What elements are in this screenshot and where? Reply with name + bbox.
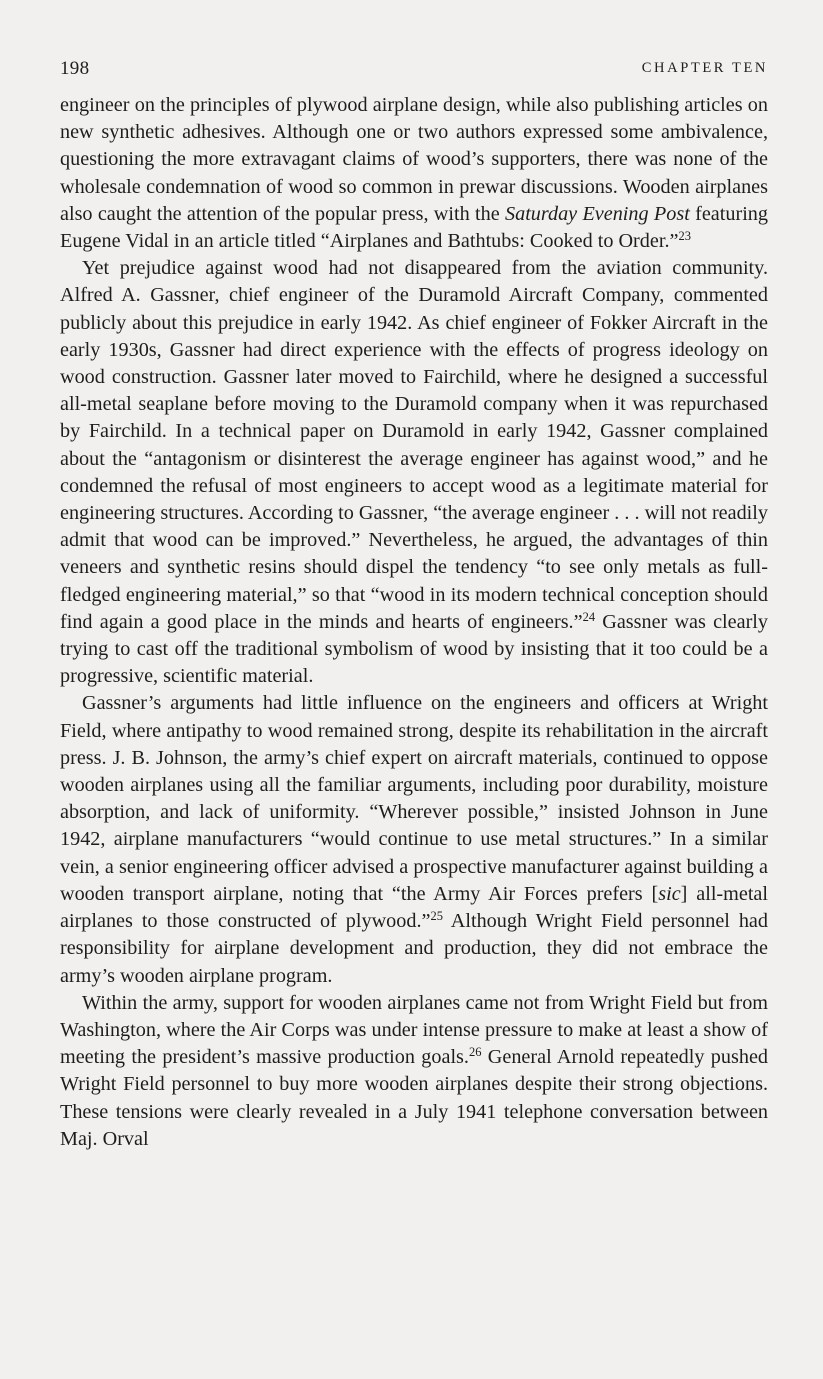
paragraph-text: ] all-metal airplanes to those constructed of plywood.”: [60, 882, 769, 933]
italic-term: sic: [658, 882, 681, 905]
chapter-title: CHAPTER TEN: [641, 60, 768, 76]
paragraph-text: engineer on the principles of plywood airplane design, while also publishing articles on new synthetic adhesives. Although one or two authors expressed some ambivalence, questioning the more extravagant claims of wood’s supporters, there was none of the wholesale condemnation of wood so common in prewar discussions. Wooden airplanes also caught the attention of the popular press, with the: [60, 94, 768, 225]
paragraph: [60, 990, 768, 1153]
footnote-reference: 25: [430, 909, 443, 924]
paragraph-text: Although Wright Field personnel had responsibility for airplane development and production, they did not embrace the army’s wooden airplane program.: [60, 910, 768, 987]
paragraph: [60, 255, 768, 690]
footnote-reference: 24: [582, 609, 596, 624]
paragraph: [60, 92, 768, 255]
publication-title: Saturday Evening Post: [505, 202, 690, 225]
body-text: [60, 92, 768, 1153]
paragraph-text: General Arnold repeatedly pushed Wright Field personnel to buy more wooden airplanes despite their strong objections. These tensions were clearly revealed in a July 1941 telephone conversation between Maj. Orval: [60, 1046, 769, 1150]
paragraph-text: featuring Eugene Vidal in an article titled “Airplanes and Bathtubs: Cooked to Order.”: [60, 202, 768, 253]
paragraph-text: Gassner was clearly trying to cast off the traditional symbolism of wood by insisting that it too could be a progressive, scientific material.: [60, 610, 768, 688]
paragraph: [60, 690, 768, 989]
footnote-reference: 26: [468, 1045, 482, 1060]
footnote-reference: 23: [678, 229, 691, 244]
paragraph-text: Gassner’s arguments had little influence on the engineers and officers at Wright Field, where antipathy to wood remained strong, despite its rehabilitation in the aircraft press. J. B. Johnson, the army’s chief expert on aircraft materials, continued to oppose wooden airplanes using all the familiar arguments, including poor durability, moisture absorption, and lack of uniformity. “Wherever possible,” insisted Johnson in June 1942, airplane manufacturers “would continue to use metal structures.” In a similar vein, a senior engineering officer advised a prospective manufacturer against building a wooden transport airplane, noting that “the Army Air Forces prefers [: [60, 692, 768, 905]
page-number: 198: [60, 58, 90, 79]
paragraph-text: Yet prejudice against wood had not disappeared from the aviation community. Alfred A. Gassner, chief engineer of the Duramold Aircraft Company, commented publicly about this prejudice in early 1942. As chief engineer of Fokker Aircraft in the early 1930s, Gassner had direct experience with the effects of progress ideology on wood construction. Gassner later moved to Fairchild, where he designed a successful all-metal seaplane before moving to the Duramold company when it was repurchased by Fairchild. In a technical paper on Duramold in early 1942, Gassner complained about the “antagonism or disinterest the average engineer has against wood,” and he condemned the refusal of most engineers to accept wood as a legitimate material for engineering structures. According to Gassner, “the average engineer . . . will not readily admit that wood can be improved.” Nevertheless, he argued, the advantages of thin veneers and synthetic resins should dispel the tendency “to see only metals as full-fledged engineering material,” so that “wood in its modern technical conception should find again a good place in the minds and hearts of engineers.”: [60, 257, 768, 633]
running-head: [60, 58, 768, 82]
paragraph-text: Within the army, support for wooden airplanes came not from Wright Field but from Washington, where the Air Corps was under intense pressure to make at least a show of meeting the president’s massive production goals.: [60, 991, 768, 1069]
